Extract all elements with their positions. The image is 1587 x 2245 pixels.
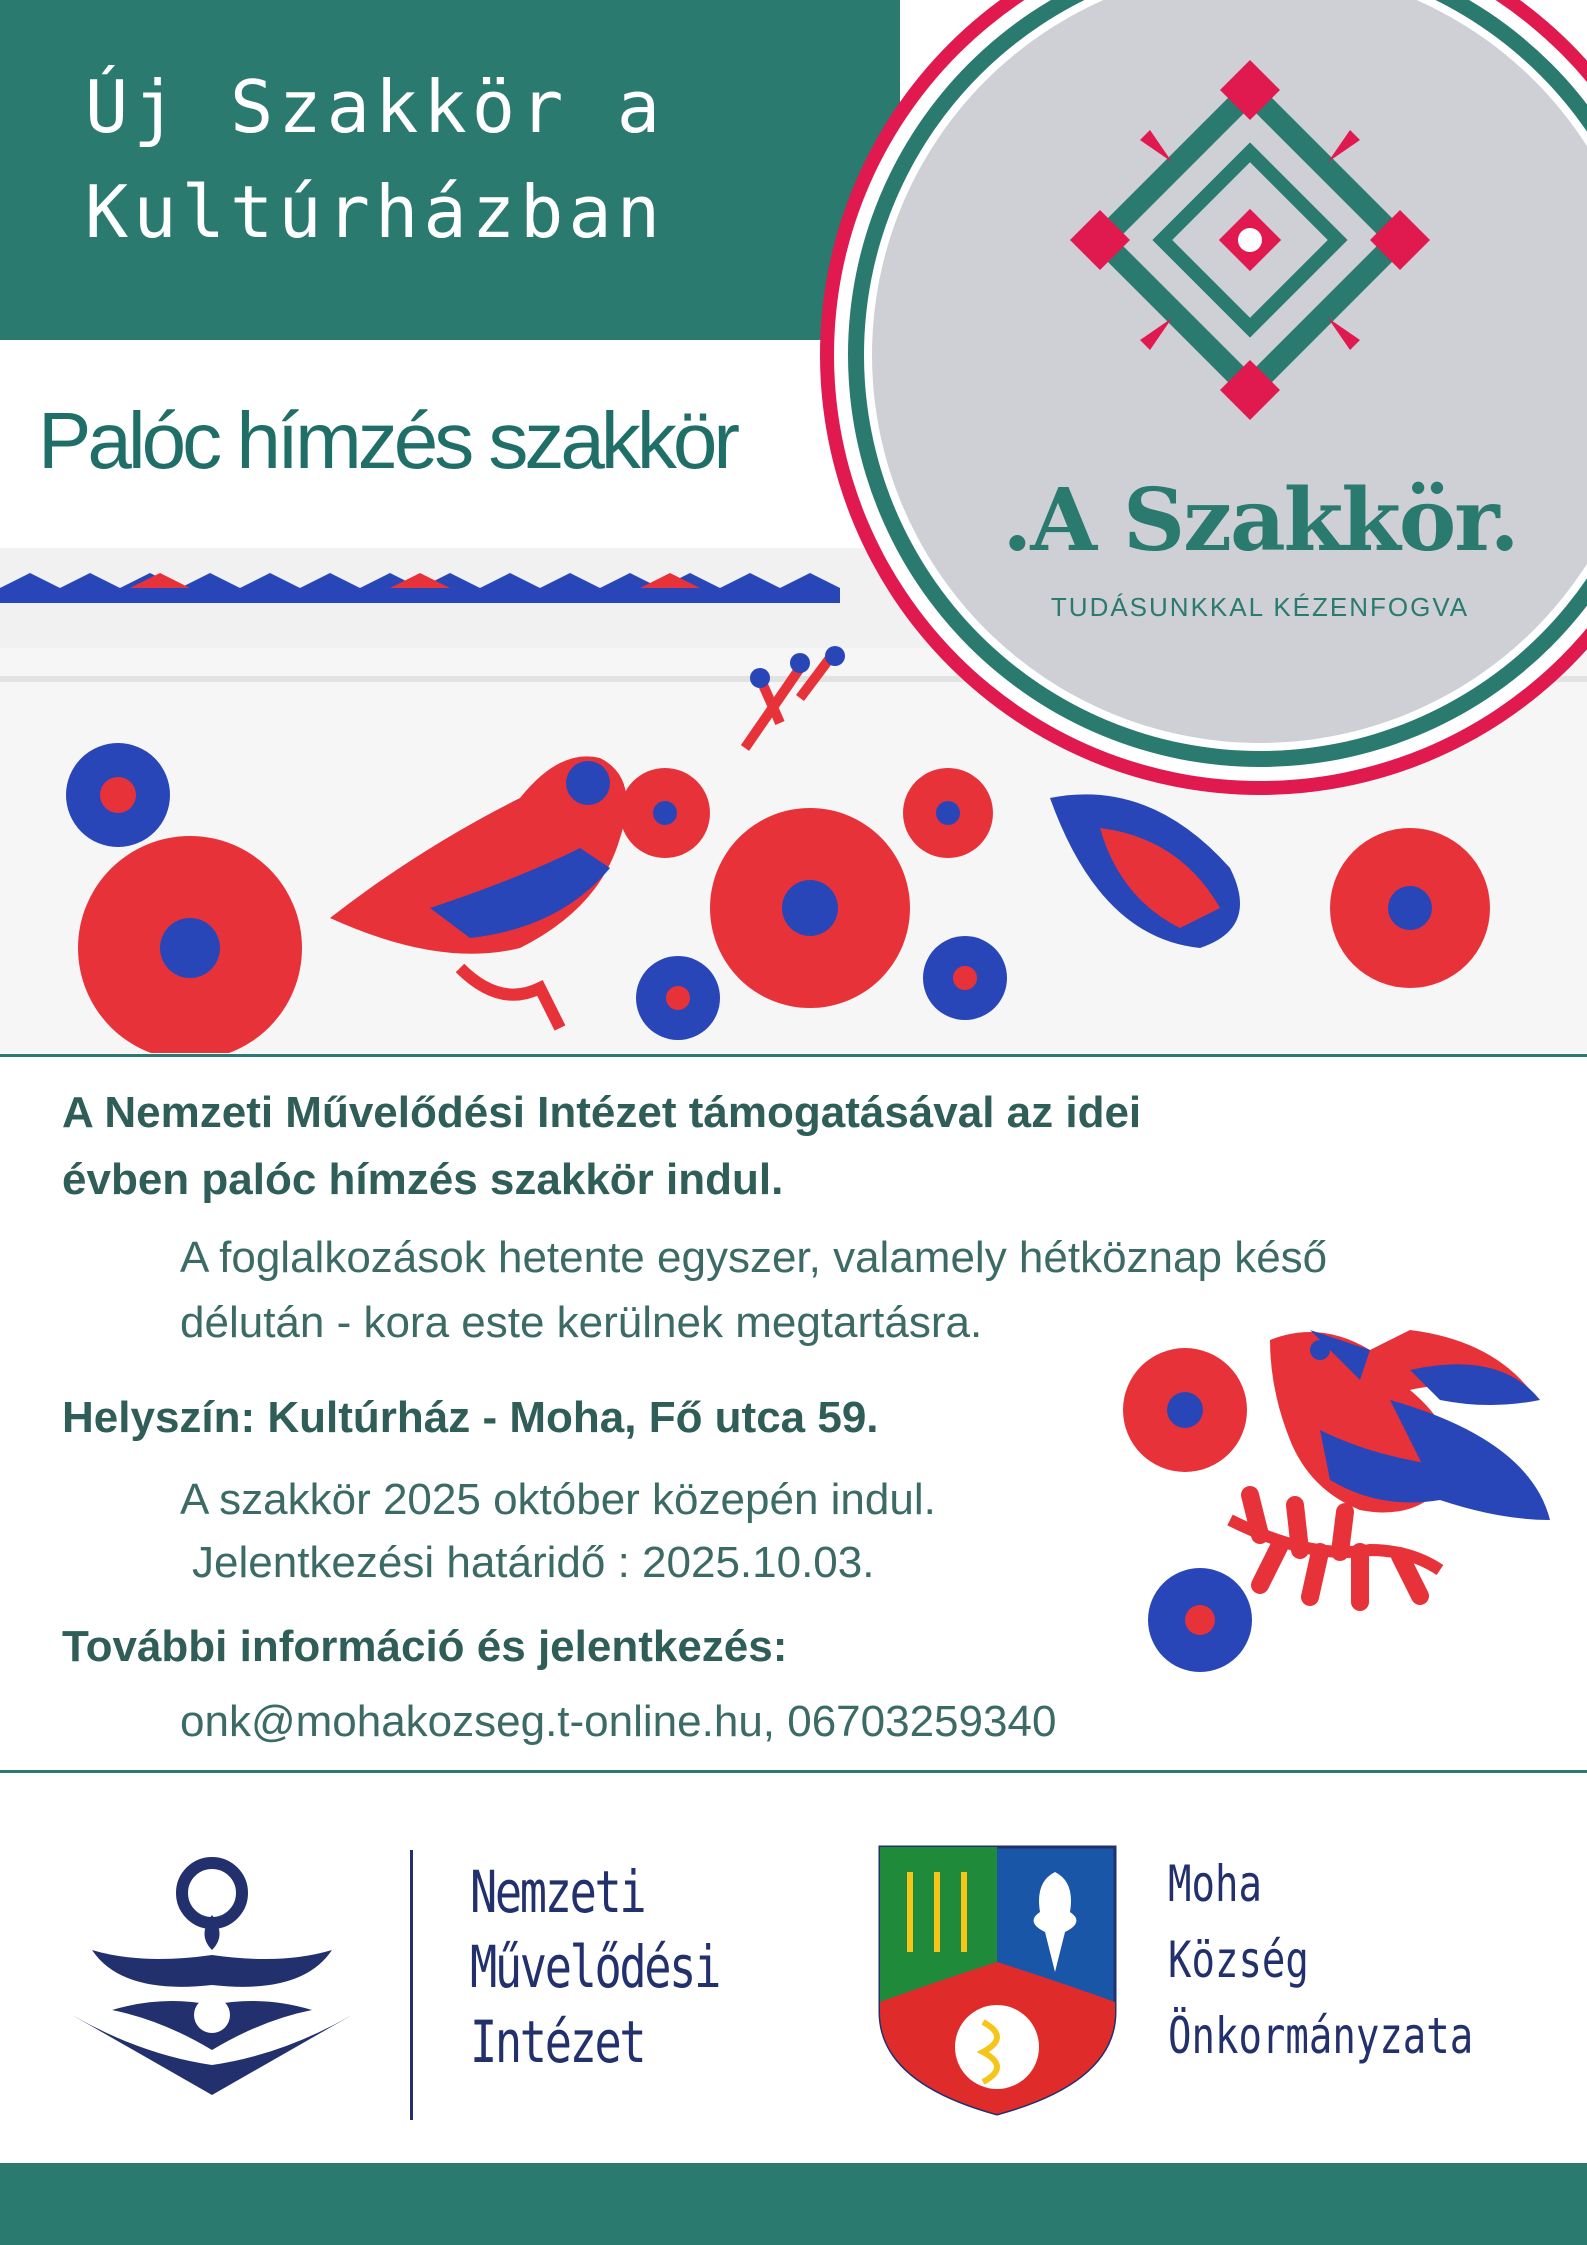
page-title-line2: Kultúrházban: [84, 170, 666, 254]
moha-name: [1168, 1846, 1473, 2074]
nmi-logo-icon: [72, 1855, 352, 2095]
location-text: Helyszín: Kultúrház - Moha, Fő utca 59.: [62, 1393, 879, 1442]
divider: [0, 1770, 1587, 1773]
deadline-text: Jelentkezési határidő : 2025.10.03.: [192, 1538, 875, 1587]
footer-separator: [410, 1850, 413, 2120]
divider: [0, 1054, 1587, 1057]
contact-heading: További információ és jelentkezés:: [62, 1622, 788, 1671]
moha-name-line3: Önkormányzata: [1168, 2007, 1474, 2065]
intro-text-line2: évben palóc hímzés szakkör indul.: [62, 1155, 784, 1204]
schedule-text-line2: délután - kora este kerülnek megtartásra.: [180, 1298, 983, 1347]
footer-band: [0, 2163, 1587, 2245]
szakkor-logo-name: .A Szakkör.: [1002, 470, 1518, 571]
nmi-name-line3: Intézet: [470, 2008, 645, 2076]
nmi-name-line2: Művelődési: [470, 1933, 719, 2001]
szakkor-logo-tagline: TUDÁSUNKKAL KÉZENFOGVA: [1050, 592, 1470, 622]
course-subtitle: Palóc hímzés szakkör: [38, 396, 737, 485]
logo-circle: [0, 0, 1587, 800]
bird-embroidery-image: [1110, 1320, 1570, 1680]
moha-name-line1: Moha: [1168, 1855, 1262, 1913]
moha-name-line2: Község: [1168, 1931, 1309, 1989]
start-date-text: A szakkör 2025 október közepén indul.: [180, 1475, 936, 1524]
nmi-name-line1: Nemzeti: [470, 1858, 645, 1926]
schedule-text-line1: A foglalkozások hetente egyszer, valamely hétköznap késő: [180, 1233, 1328, 1282]
intro-text-line1: A Nemzeti Művelődési Intézet támogatásával az idei: [62, 1088, 1142, 1137]
contact-details[interactable]: onk@mohakozseg.t-online.hu, 06703259340: [180, 1697, 1057, 1746]
moha-coat-of-arms-icon: [875, 1842, 1120, 2117]
page-title-line1: Új Szakkör a: [84, 65, 666, 149]
nmi-name: [470, 1855, 719, 2080]
